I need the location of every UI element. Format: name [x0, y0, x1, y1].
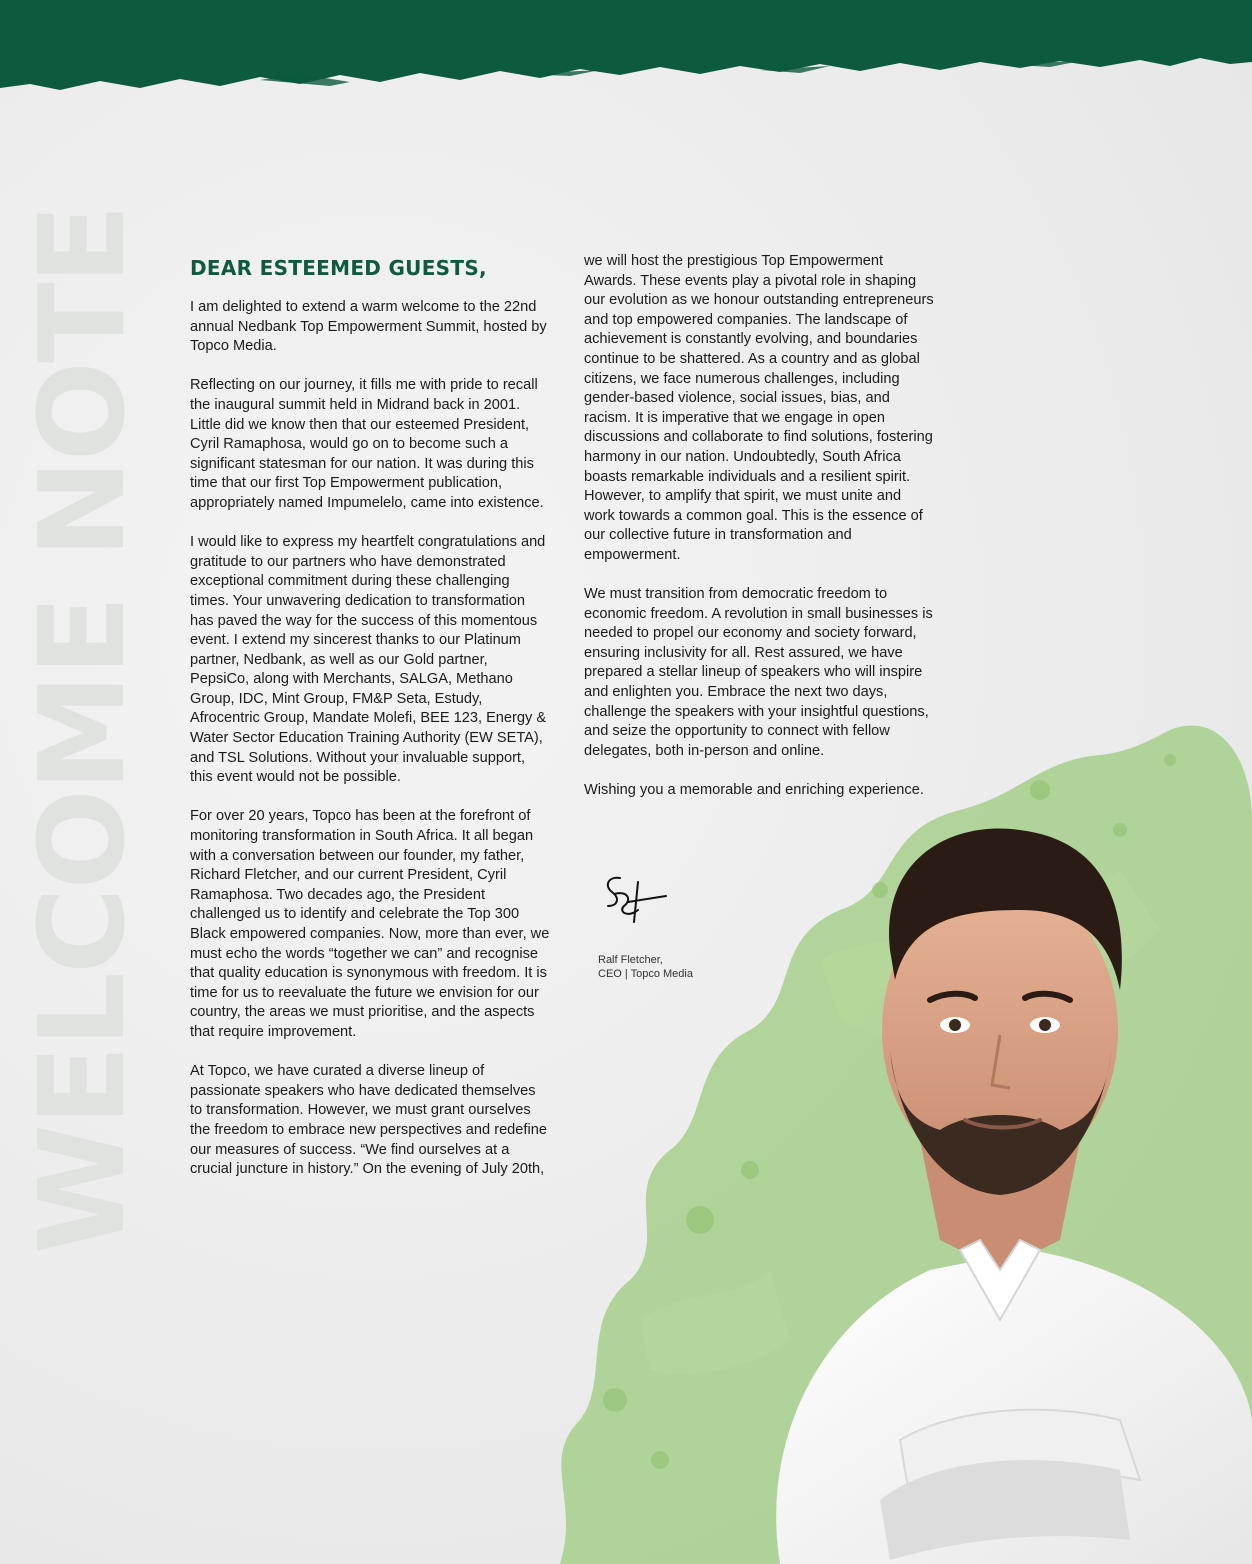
- letter-right-column: [584, 252, 936, 820]
- top-brush-band: [0, 0, 1252, 110]
- paragraph: I am delighted to extend a warm welcome to the 22nd annual Nedbank Top Empowerment Summit, hosted by Topco Media.: [190, 299, 547, 355]
- closing-paragraph: Wishing you a memorable and enriching experience.: [584, 782, 924, 799]
- paragraph: we will host the prestigious Top Empowerment Awards. These events play a pivotal role in shaping our evolution as we honour outstanding entrepreneurs and top empowered companies. The landscape of achievement is constantly evolving, and boundaries continue to be shattered. As a country and as global citizens, we face numerous challenges, including gender-based violence, social issues, bias, and racism. It is imperative that we engage in open discussions and collaborate to find solutions, fostering harmony in our nation. Undoubtedly, South Africa boasts remarkable individuals and a resilient spirit. However, to amplify that spirit, we must unite and work towards a common goal. This is the essence of our collective future in transformation and empowerment.: [584, 253, 934, 563]
- paragraph: I would like to express my heartfelt congratulations and gratitude to our partners who have demonstrated exceptional commitment during these challenging times. Your unwavering dedication to transformation has paved the way for the success of this momentous event. I extend my sincerest thanks to our Platinum partner, Nedbank, as well as our Gold partner, PepsiCo, along with Merchants, SALGA, Methano Group, IDC, Mint Group, FM&P Seta, Estudy, Afrocentric Group, Mandate Molefi, BEE 123, Energy & Water Sector Education Training Authority (EW SETA), and TSL Solutions. Without your invaluable support, this event would not be possible.: [190, 534, 547, 786]
- signer-block: [598, 953, 693, 981]
- paragraph: At Topco, we have curated a diverse lineup of passionate speakers who have dedicated themselves to transformation. However, we must grant ourselves the freedom to embrace new perspectives and redefine our measures of success. “We find ourselves at a crucial juncture in history.” On the evening of July 20th,: [190, 1063, 547, 1178]
- ceo-portrait: [700, 800, 1252, 1564]
- welcome-note-watermark: WELCOME NOTE: [13, 205, 151, 1255]
- signer-name: Ralf Fletcher,: [598, 954, 663, 966]
- paragraph: For over 20 years, Topco has been at the forefront of monitoring transformation in South Africa. It all began with a conversation between our founder, my father, Richard Fletcher, and our current President, Cyril Ramaphosa. Two decades ago, the President challenged us to identify and celebrate the Top 300 Black empowered companies. Now, more than ever, we must echo the words “together we can” and recognise that quality education is synonymous with freedom. It is time for us to reevaluate the future we envision for our country, the areas we must prioritise, and the aspects that require improvement.: [190, 808, 550, 1040]
- letter-left-column: [190, 298, 550, 1199]
- signer-title: CEO | Topco Media: [598, 968, 693, 980]
- greeting-heading: DEAR ESTEEMED GUESTS,: [190, 256, 487, 280]
- paragraph: We must transition from democratic freedom to economic freedom. A revolution in small businesses is needed to propel our economy and society forward, ensuring inclusivity for all. Rest assured, we have prepared a stellar lineup of speakers who will inspire and enlighten you. Embrace the next two days, challenge the speakers with your insightful questions, and seize the opportunity to connect with fellow delegates, both in-person and online.: [584, 586, 933, 759]
- paragraph: Reflecting on our journey, it fills me with pride to recall the inaugural summit held in Midrand back in 2001. Little did we know then that our esteemed President, Cyril Ramaphosa, would go on to become such a significant statesman for our nation. It was during this time that our first Top Empowerment publication, appropriately named Impumelelo, came into existence.: [190, 377, 544, 511]
- handwritten-signature: [598, 872, 668, 930]
